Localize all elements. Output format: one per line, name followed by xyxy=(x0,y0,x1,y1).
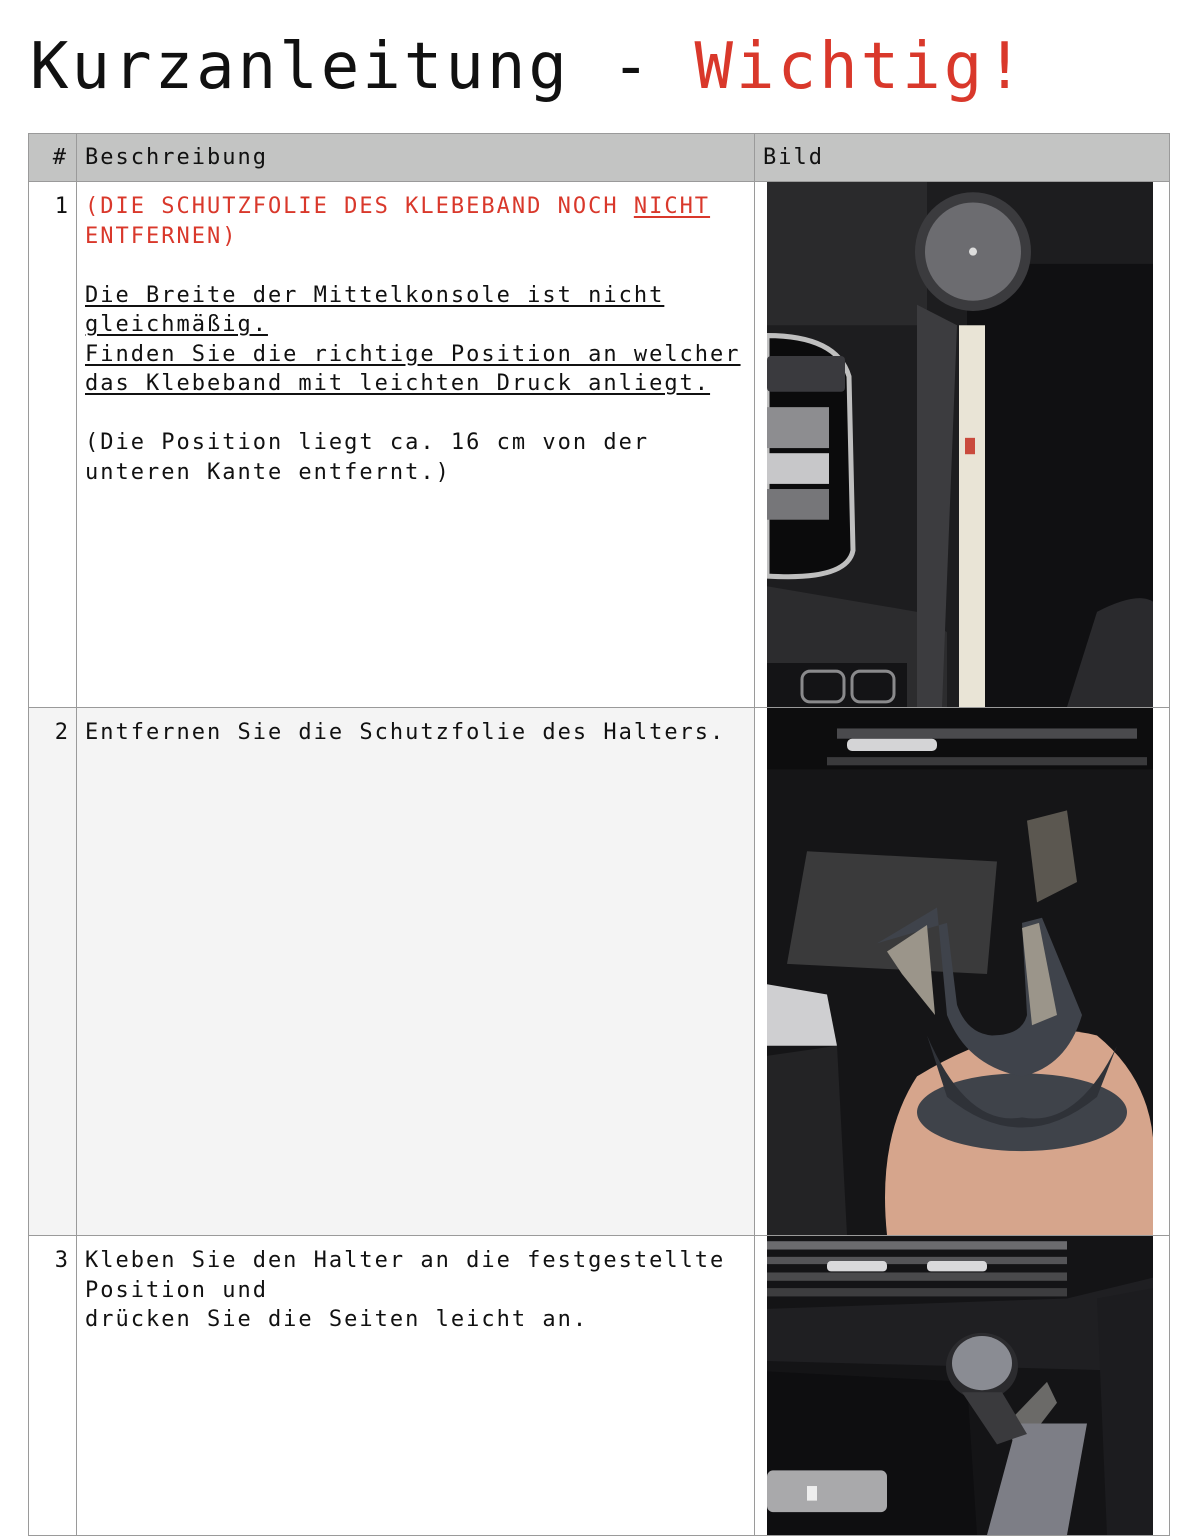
paragraph-line: das Klebeband mit leichten Druck anliegt. xyxy=(85,371,711,396)
warning-emphasis: NICHT xyxy=(633,194,711,219)
header-description: Beschreibung xyxy=(77,134,755,182)
warning-text: (DIE SCHUTZFOLIE DES KLEBEBAND NOCH NICHT xyxy=(85,194,711,219)
table-row xyxy=(29,708,1170,1236)
console-ruler-photo xyxy=(767,182,1153,707)
header-image: Bild xyxy=(755,134,1170,182)
holder-in-hand-photo xyxy=(767,708,1153,1235)
instruction-table xyxy=(28,133,1170,1536)
step-image-cell xyxy=(755,708,1170,1236)
step-image-cell xyxy=(755,182,1170,708)
table-row xyxy=(29,182,1170,708)
paragraph-line: gleichmäßig. xyxy=(85,312,268,337)
step-number: 3 xyxy=(29,1236,77,1536)
holder-mounted-photo xyxy=(767,1236,1153,1535)
title-main: Kurzanleitung - xyxy=(30,30,695,104)
paragraph-line: drücken Sie die Seiten leicht an. xyxy=(85,1307,589,1332)
paragraph-line: Kleben Sie den Halter an die festgestellte xyxy=(85,1248,726,1273)
step-description xyxy=(77,708,755,1236)
paragraph-line: Entfernen Sie die Schutzfolie des Halters. xyxy=(85,720,726,745)
step-description xyxy=(77,182,755,708)
header-number: # xyxy=(29,134,77,182)
step-image-cell xyxy=(755,1236,1170,1536)
page-title xyxy=(30,28,1027,106)
table-header-row xyxy=(29,134,1170,182)
paragraph-line: Die Breite der Mittelkonsole ist nicht xyxy=(85,282,665,308)
paragraph-line: unteren Kante entfernt.) xyxy=(85,459,451,485)
step-description xyxy=(77,1236,755,1536)
paragraph-line: (Die Position liegt ca. 16 cm von der xyxy=(85,430,650,455)
table-row xyxy=(29,1236,1170,1536)
warning-text-line2: ENTFERNEN) xyxy=(85,223,238,249)
paragraph-line: Position und xyxy=(85,1277,268,1303)
title-accent: Wichtig! xyxy=(694,30,1027,104)
step-number: 2 xyxy=(29,708,77,1236)
paragraph-line: Finden Sie die richtige Position an welcher xyxy=(85,341,741,367)
step-number: 1 xyxy=(29,182,77,708)
